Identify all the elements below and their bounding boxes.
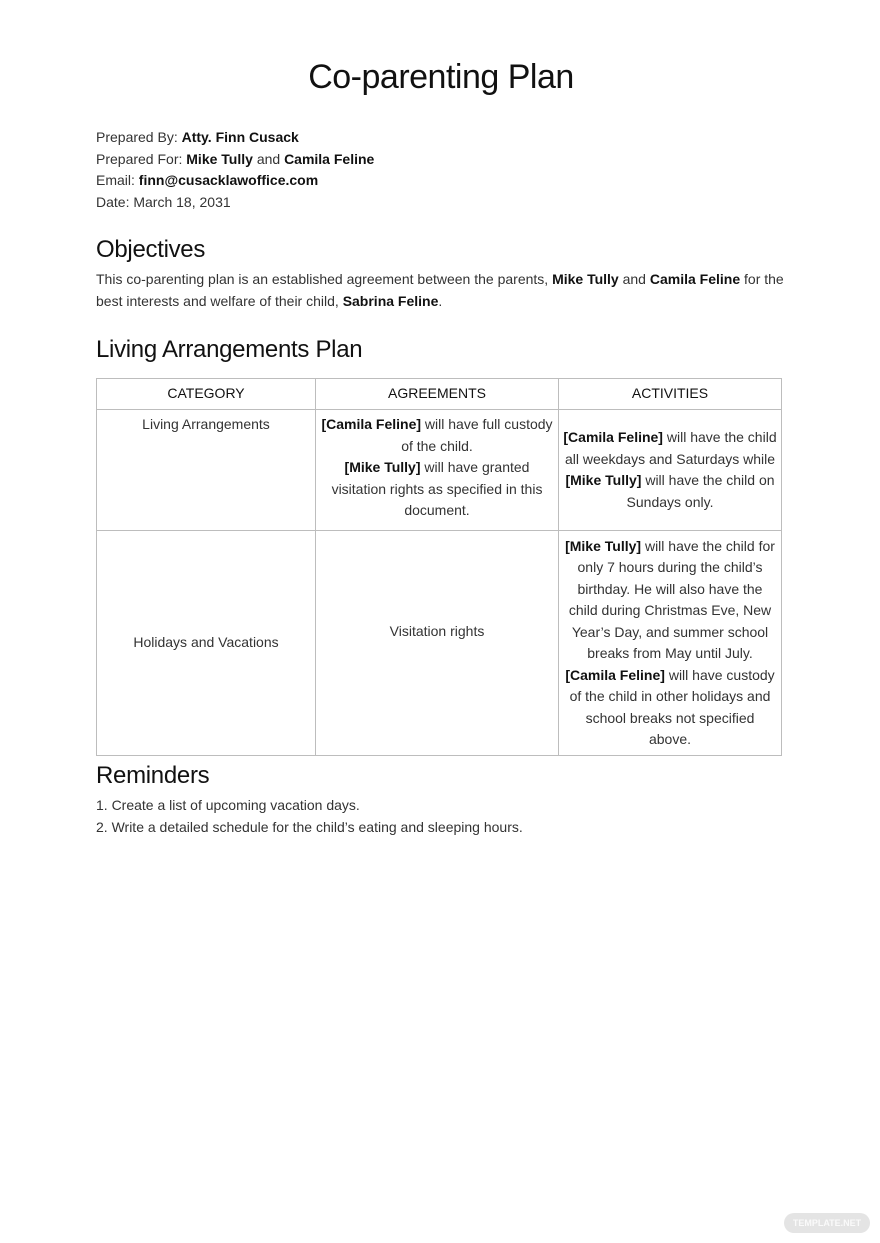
prepared-for-name-1: Mike Tully <box>186 150 253 167</box>
objectives-child: Sabrina Feline <box>342 292 439 309</box>
table-header-row <box>97 379 782 410</box>
prepared-by-value: Atty. Finn Cusack <box>181 129 299 145</box>
objectives-and: and <box>622 271 646 287</box>
agreement-text-2: will have granted visitation rights as specified in this document. <box>331 459 543 518</box>
prepared-for-line <box>96 149 374 171</box>
activity-name-2: [Mike Tully] <box>565 472 642 488</box>
cell-category: Holidays and Vacations <box>97 531 316 756</box>
living-arrangements-table <box>96 378 782 756</box>
and-text: and <box>256 150 281 167</box>
cell-category: Living Arrangements <box>97 410 316 531</box>
activity-name-2: [Camila Feline] <box>565 666 665 683</box>
agreement-text-1: will have full custody of the child. <box>401 416 553 454</box>
document-meta <box>96 127 374 213</box>
objectives-paragraph <box>96 269 788 312</box>
template-watermark: TEMPLATE.NET <box>784 1213 870 1233</box>
date-label: Date: <box>96 193 130 210</box>
date-line <box>96 192 374 214</box>
table-row <box>97 410 782 531</box>
activity-name-1: [Mike Tully] <box>565 537 642 554</box>
header-activities: ACTIVITIES <box>559 379 782 410</box>
objectives-end: . <box>438 292 443 309</box>
date-value: March 18, 2031 <box>133 193 231 210</box>
prepared-for-label: Prepared For: <box>96 150 183 167</box>
agreement-name-2: [Mike Tully] <box>344 459 421 475</box>
activity-text-1: will have the child all weekdays and Saturdays while <box>564 429 777 467</box>
reminders-list <box>96 795 523 838</box>
cell-agreements: Visitation rights <box>316 531 559 756</box>
objectives-text-2: for the best interests and welfare of their child, <box>96 271 784 309</box>
email-label: Email: <box>96 172 135 188</box>
activity-text-1: will have the child for only 7 hours during the child’s birthday. He will also have the child during Christmas Eve, New Year’s Day, and summer school breaks from May until July. <box>568 537 775 661</box>
document-title: Co-parenting Plan <box>308 58 574 96</box>
reminder-item: 2. Write a detailed schedule for the child’s eating and sleeping hours. <box>96 818 523 835</box>
email-value: finn@cusacklawoffice.com <box>138 172 319 188</box>
activity-text-2: will have the child on Sundays only. <box>626 472 775 510</box>
living-arrangements-heading: Living Arrangements Plan <box>96 336 363 363</box>
table-row <box>97 531 782 756</box>
activity-text-2: will have custody of the child in other holidays and school breaks not specified above. <box>569 666 775 747</box>
header-agreements: AGREEMENTS <box>316 379 559 410</box>
cell-agreements <box>316 410 559 531</box>
objectives-heading: Objectives <box>96 236 206 263</box>
reminders-heading: Reminders <box>96 762 210 789</box>
reminder-item: 1. Create a list of upcoming vacation days. <box>96 797 360 813</box>
activity-name-1: [Camila Feline] <box>563 429 663 445</box>
cell-activities <box>559 410 782 531</box>
objectives-parent-1: Mike Tully <box>552 271 619 287</box>
cell-activities <box>559 531 782 756</box>
objectives-parent-2: Camila Feline <box>649 271 741 287</box>
agreement-name-1: [Camila Feline] <box>321 416 422 432</box>
prepared-by-label: Prepared By: <box>96 129 178 145</box>
prepared-for-name-2: Camila Feline <box>284 150 375 167</box>
objectives-text-1: This co-parenting plan is an established agreement between the parents, <box>96 271 549 287</box>
email-line <box>96 170 374 192</box>
prepared-by-line <box>96 127 374 149</box>
header-category: CATEGORY <box>97 379 316 410</box>
